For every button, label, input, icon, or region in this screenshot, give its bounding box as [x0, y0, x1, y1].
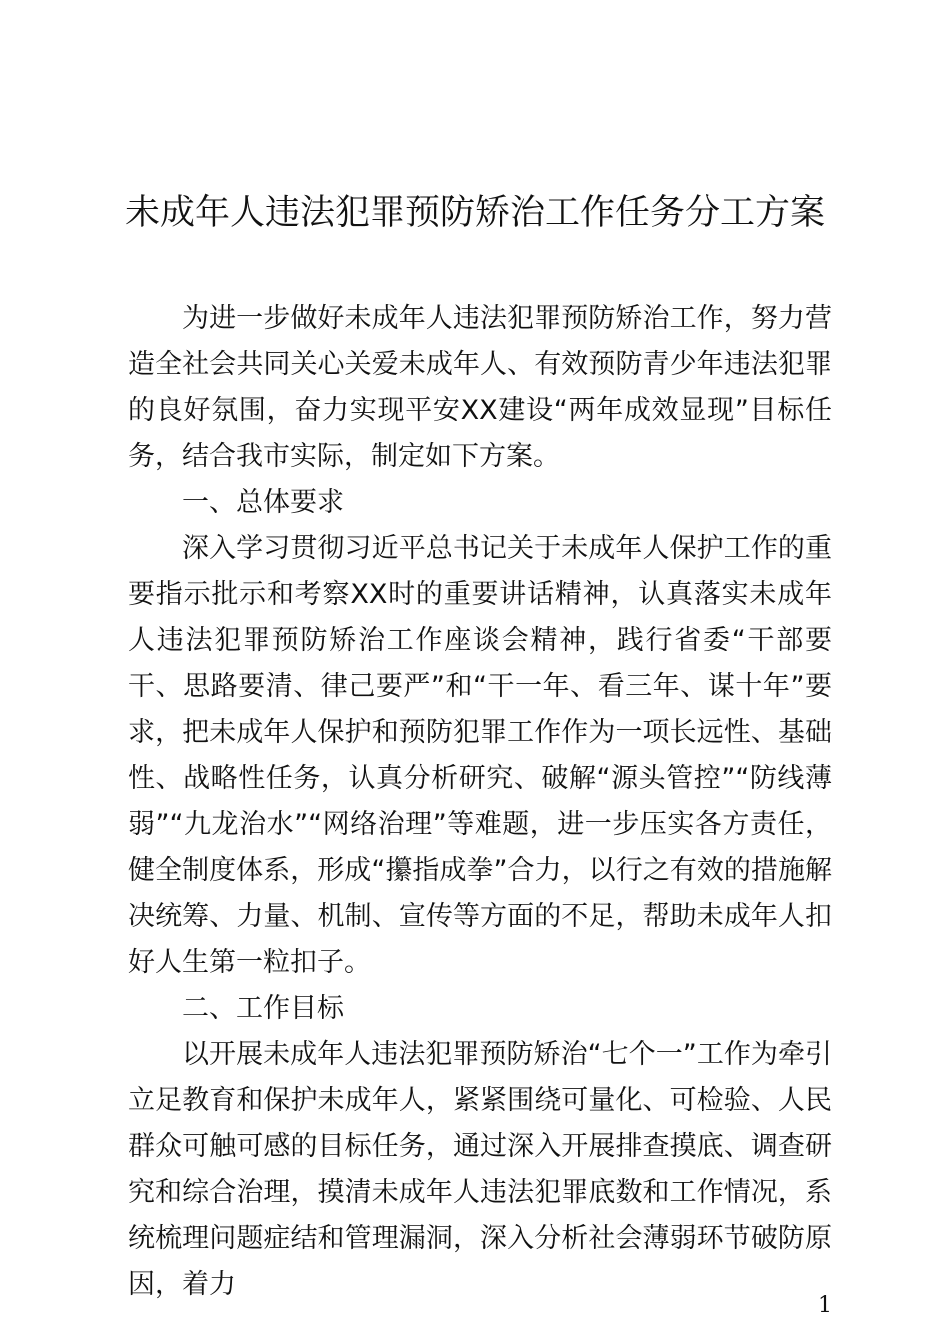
section-heading-work-goals: 二、工作目标: [182, 993, 344, 1024]
document-title: 未成年人违法犯罪预防矫治工作任务分工方案: [124, 193, 825, 233]
section-paragraph-general-requirements: 深入学习贯彻习近平总书记关于未成年人保护工作的重要指示批示和考察XX时的重要讲话精神，认真落实未成年人违法犯罪预防矫治工作座谈会精神，践行省委“干部要干、思路要清、律己要严”和“干一年、看三年、谋十年”要求，把未成年人保护和预防犯罪工作作为一项长远性、基础性、战略性任务，认真分析研究、破解“源头管控”“防线薄弱”“九龙治水”“网络治理”等难题，进一步压实各方责任，健全制度体系，形成“攥指成拳”合力，以行之有效的措施解决统筹、力量、机制、宣传等方面的不足，帮助未成年人扣好人生第一粒扣子。: [128, 533, 832, 978]
intro-paragraph: 为进一步做好未成年人违法犯罪预防矫治工作，努力营造全社会共同关心关爱未成年人、有效预防青少年违法犯罪的良好氛围，奋力实现平安XX建设“两年成效显现”目标任务，结合我市实际，制定如下方案。: [128, 303, 832, 472]
page-number: 1: [818, 1293, 832, 1318]
section-heading-general-requirements: 一、总体要求: [182, 487, 344, 518]
section-paragraph-work-goals: 以开展未成年人违法犯罪预防矫治“七个一”工作为牵引立足教育和保护未成年人，紧紧围绕可量化、可检验、人民群众可触可感的目标任务，通过深入开展排查摸底、调查研究和综合治理，摸清未成年人违法犯罪底数和工作情况，系统梳理问题症结和管理漏洞，深入分析社会薄弱环节破防原因，着力: [128, 1039, 832, 1300]
document-body: [128, 296, 832, 1308]
